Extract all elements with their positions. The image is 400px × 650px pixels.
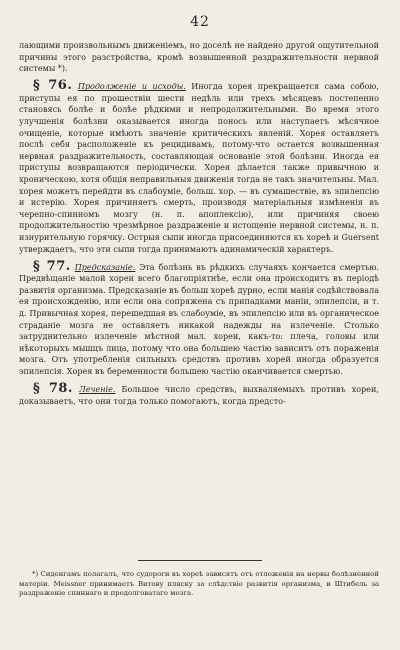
- section-heading: Продолженiе и исходы.: [77, 82, 186, 92]
- paragraph-text: Иногда хорея прекращается сама собою, приступы ея по прошествiи шести недѣль или трехъ мѣсяцевъ постепенно становясь болѣе и болѣе рѣдкими и непродолжительными. Во время этого улучшенiя болѣзни оказывается иногда понось или наступаетъ мѣсячное очищенiе, которые имѣютъ значенiе критическихъ явленiй. Хорея оставляетъ послѣ себя расположенiе къ рецидивамъ, потому-что остается возвышенная нервная раздражительность, составляющая основанiе этой болѣзни. Иногда ея приступы возвращаются перiодически. Хорея дѣлается также привычною и хроническою, хотя общiя неправильныя движенiя тогда не такъ значительны. Мал. хорея можетъ перейдти въ слабоумiе, больш. хор. — въ сумашествiе, въ эпилепсiю и истерiю. Хорея причиняетъ смерть, производя матерiальныя измѣненiя въ черепно-спинномъ мозгу (н. п. апоплексiю), или причиняя своею продолжительностiю чрезмѣрное раздраженiе и истощенiе нервной системы, н. п. изнурительную горячку. Острыя сыпи иногда присоединяются къ хореѣ и Guersent утверждаетъ, что эти сыпи тогда принимаютъ адинамическiй характеръ.: [19, 82, 379, 254]
- paragraph-text: Большое число средствъ, выхваляемыхъ противъ хореи, доказываетъ, что они тогда только помогаютъ, когда предсто-: [19, 385, 379, 406]
- paragraph: [19, 383, 379, 407]
- page-number: 42: [190, 14, 210, 30]
- section-number: § 78.: [33, 381, 73, 397]
- paragraph: [19, 80, 379, 255]
- section-heading: Леченiе.: [79, 385, 116, 395]
- section-heading: Предсказанiе.: [74, 262, 136, 272]
- section-number: § 76.: [33, 78, 73, 94]
- paragraph: [19, 40, 379, 75]
- paragraph: [19, 258, 379, 378]
- section-number: § 77.: [33, 258, 71, 274]
- footnote: *) Сиденгамъ полагалъ, что судороги въ хореѣ зависятъ отъ отложенiя на нервы болѣзненной матерiи. Meissner принимаетъ Витову пляску за слѣдствiе развитiя организма, и Штибель за раздраженiе спиннаго и продолговатаго мозга.: [19, 570, 379, 598]
- paragraph-text: Эта болѣзнь въ рѣдкихъ случаяхъ кончается смертью. Предвѣщанiе малой хореи всего благопрiятнѣе, если она происходитъ въ перiодѣ развитiя организма. Предсказанiе въ больш хореѣ дурно, если манiя содѣйствовала ея происхожденiю, или если она сопряжена съ припадками манiи, эпилепсiи, и т. д. Привычная хорея, перешедшая въ слабоумiе, въ эпилепсiю или въ органическое страданiе мозга не оставляетъ никакой надежды на излеченiе. Столько затруднительно излеченiе мѣстной мал. хореи, какъ-то: плеча, головы или нѣкоторыхъ мышцъ лица, потому что она большею частiю зависитъ отъ пораженiя мозга. Отъ употребленiя сильныхъ средствъ противъ хорей иногда образуется эпилепсiя. Хорея въ беременности большею частiю оканчивается смертью.: [19, 262, 379, 377]
- footnote-rule: [138, 560, 262, 561]
- body-text: [19, 40, 379, 407]
- paragraph-text: лающими произвольнымъ движенiемъ, но доселѣ не найдено другой ощутительной причины этого разстройства, кромѣ возвышенной раздражительности нервной системы *).: [19, 41, 379, 74]
